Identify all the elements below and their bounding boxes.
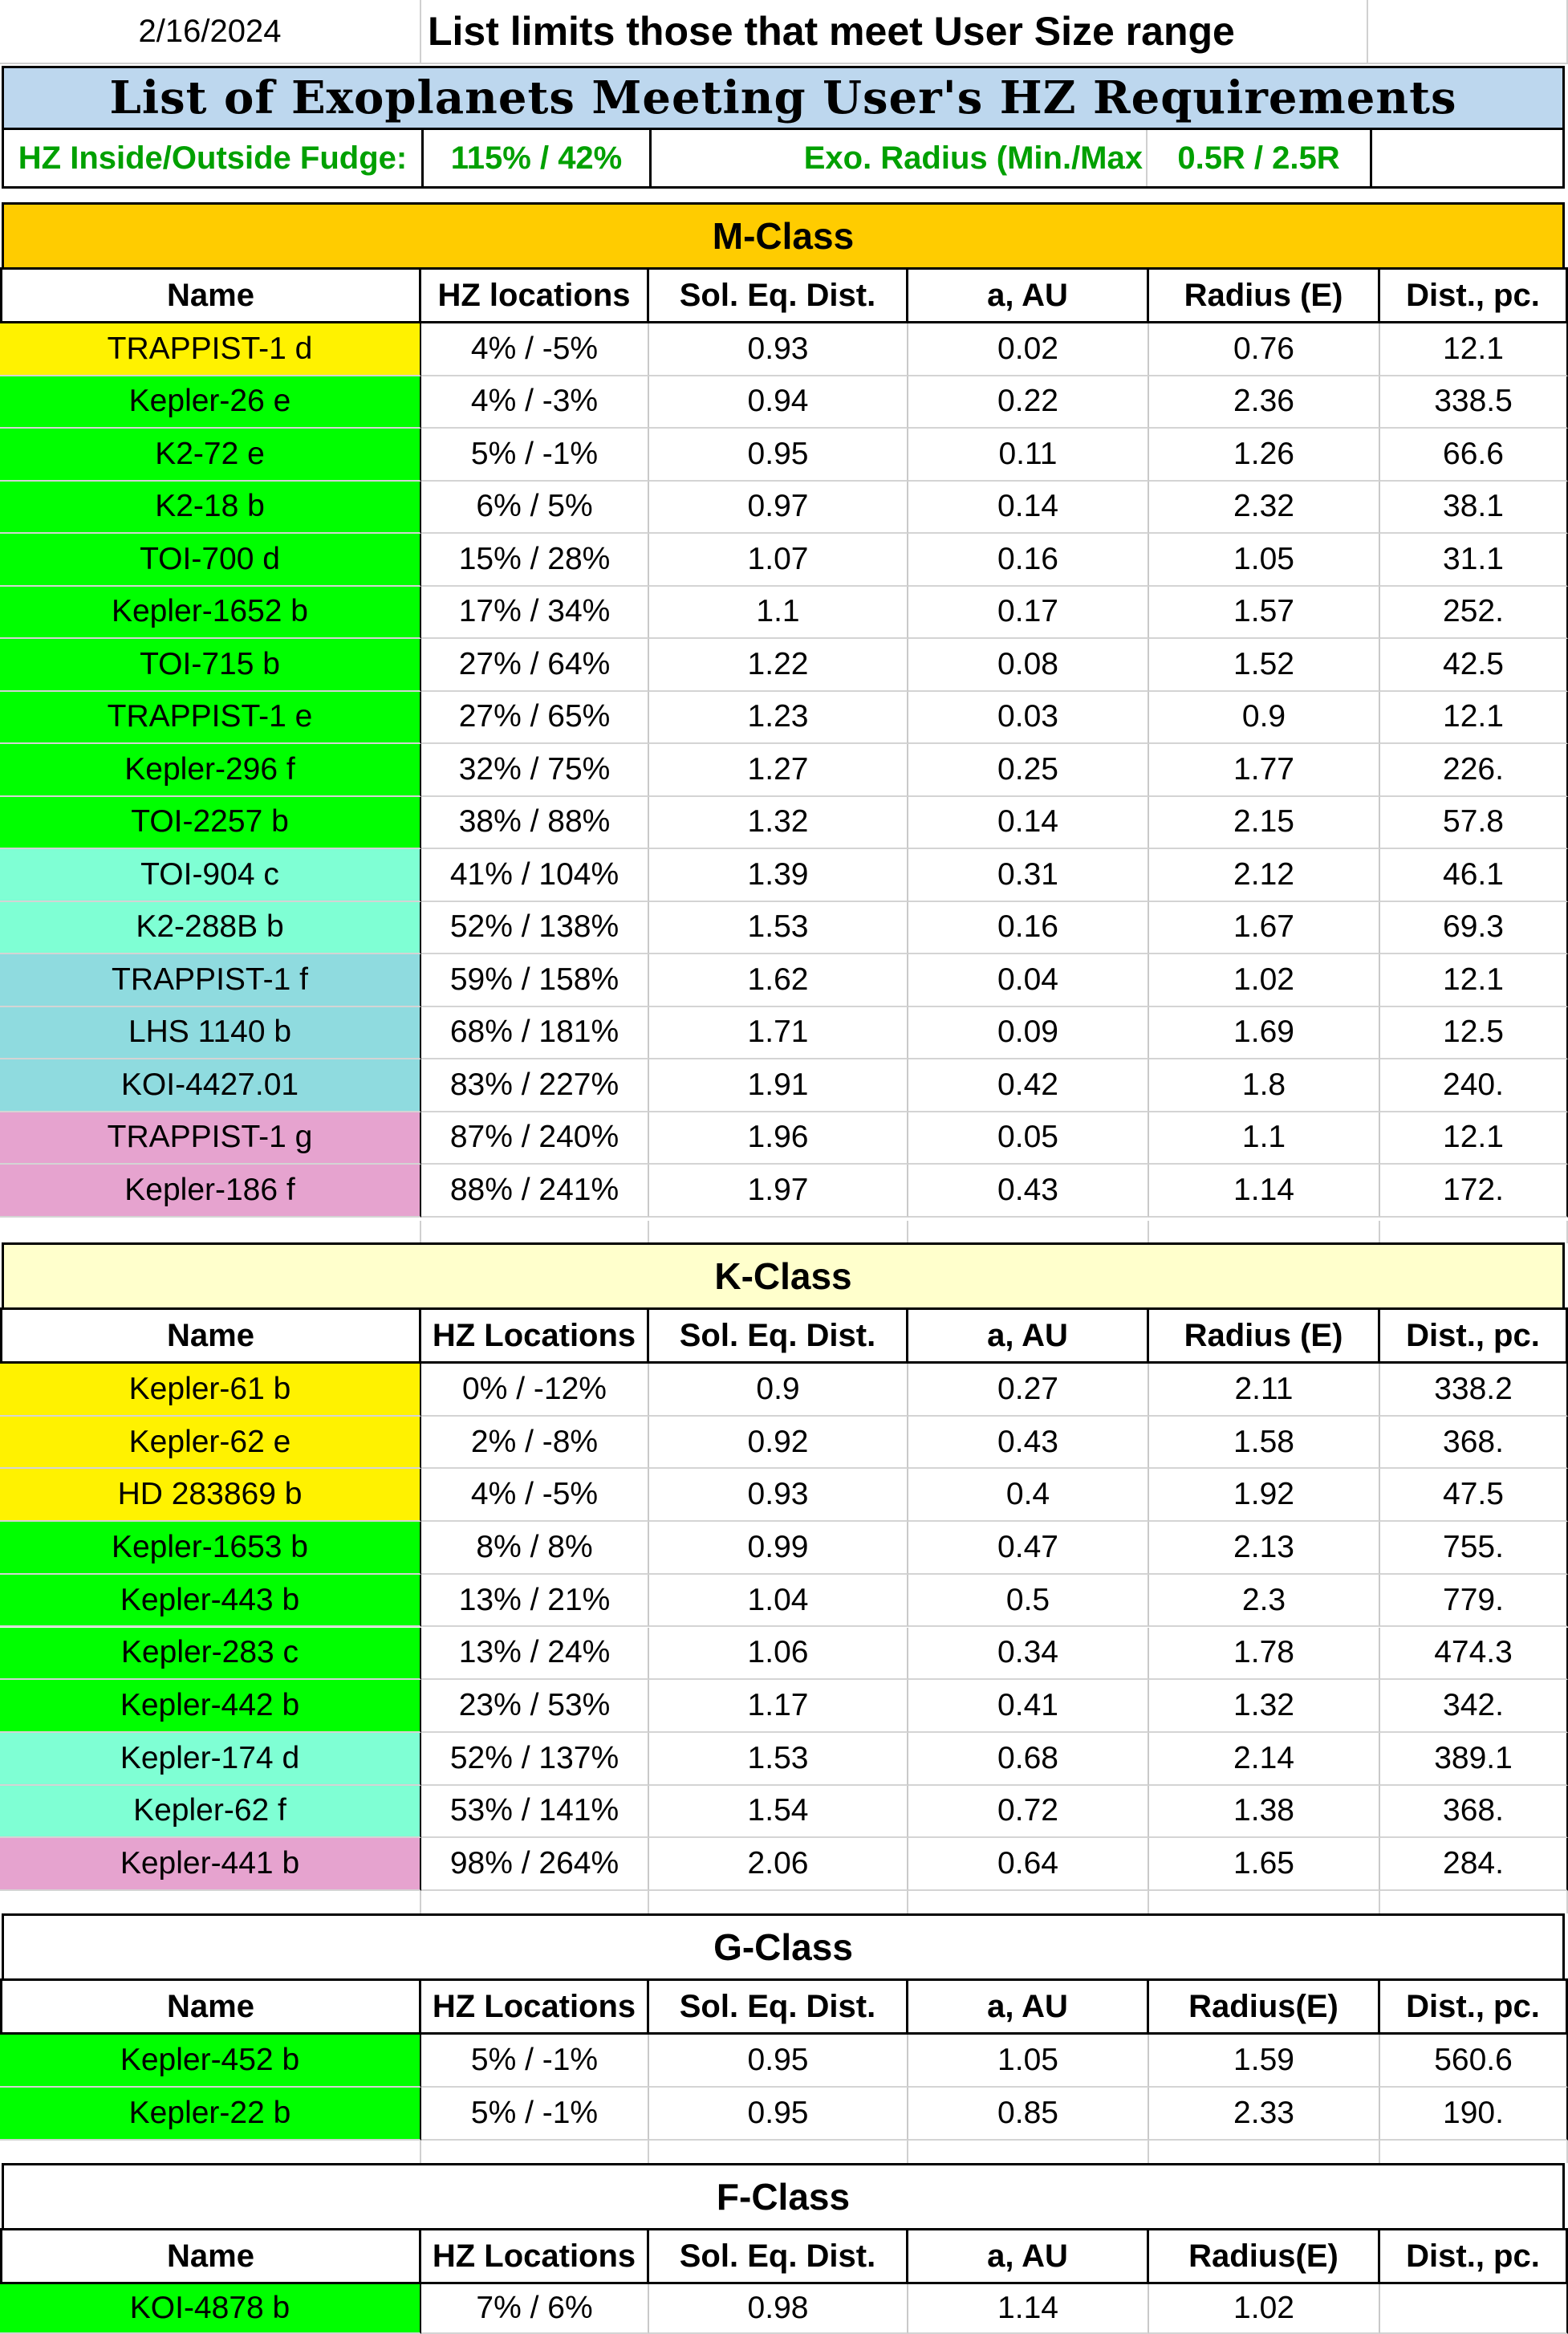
table-row <box>0 1522 1568 1575</box>
planet-radius-cell[interactable]: 1.1 <box>1149 1112 1380 1165</box>
radius-label[interactable]: Exo. Radius (Min./Max <box>652 130 1148 186</box>
hz-location-cell[interactable]: 38% / 88% <box>421 797 649 850</box>
empty-cell[interactable] <box>1372 130 1562 186</box>
semi-major-axis-cell[interactable]: 0.25 <box>908 744 1149 797</box>
planet-radius-cell[interactable]: 1.65 <box>1149 1838 1380 1891</box>
distance-pc-cell[interactable]: 389.1 <box>1380 1733 1568 1786</box>
column-header-name[interactable]: Name <box>0 267 421 323</box>
k-class-column-headers <box>0 1307 1568 1364</box>
column-header-distance[interactable]: Dist., pc. <box>1380 2228 1568 2284</box>
planet-radius-cell[interactable]: 1.26 <box>1149 429 1380 482</box>
column-header-radius[interactable]: Radius(E) <box>1149 1978 1380 2035</box>
sol-eq-dist-cell[interactable]: 1.39 <box>649 849 908 902</box>
distance-pc-cell[interactable]: 252. <box>1380 587 1568 640</box>
hz-location-cell[interactable]: 23% / 53% <box>421 1680 649 1733</box>
planet-radius-cell[interactable]: 2.32 <box>1149 482 1380 535</box>
hz-location-cell[interactable]: 5% / -1% <box>421 2088 649 2141</box>
planet-radius-cell[interactable]: 1.59 <box>1149 2035 1380 2088</box>
sol-eq-dist-cell[interactable]: 1.1 <box>649 587 908 640</box>
planet-name-cell[interactable]: Kepler-441 b <box>0 1838 421 1891</box>
table-row <box>0 376 1568 429</box>
table-row <box>0 534 1568 587</box>
sol-eq-dist-cell[interactable]: 1.97 <box>649 1165 908 1218</box>
semi-major-axis-cell[interactable]: 0.47 <box>908 1522 1149 1575</box>
distance-pc-cell[interactable]: 342. <box>1380 1680 1568 1733</box>
sol-eq-dist-cell[interactable]: 0.9 <box>649 1364 908 1417</box>
semi-major-axis-cell[interactable]: 0.17 <box>908 587 1149 640</box>
hz-location-cell[interactable]: 83% / 227% <box>421 1059 649 1112</box>
planet-name-cell[interactable]: K2-72 e <box>0 429 421 482</box>
table-row <box>0 1680 1568 1733</box>
planet-radius-cell[interactable]: 2.12 <box>1149 849 1380 902</box>
distance-pc-cell[interactable]: 42.5 <box>1380 639 1568 692</box>
distance-pc-cell[interactable]: 69.3 <box>1380 902 1568 955</box>
hz-location-cell[interactable]: 13% / 21% <box>421 1575 649 1628</box>
planet-radius-cell[interactable]: 1.32 <box>1149 1680 1380 1733</box>
planet-name-cell[interactable]: TOI-2257 b <box>0 797 421 850</box>
planet-radius-cell[interactable]: 1.38 <box>1149 1786 1380 1839</box>
hz-location-cell[interactable]: 15% / 28% <box>421 534 649 587</box>
column-header-radius[interactable]: Radius (E) <box>1149 267 1380 323</box>
column-header-a-au[interactable]: a, AU <box>908 2228 1149 2284</box>
table-row <box>0 1165 1568 1218</box>
table-row <box>0 482 1568 535</box>
semi-major-axis-cell[interactable]: 0.05 <box>908 1112 1149 1165</box>
distance-pc-cell[interactable]: 338.5 <box>1380 376 1568 429</box>
semi-major-axis-cell[interactable]: 0.14 <box>908 797 1149 850</box>
planet-name-cell[interactable]: Kepler-186 f <box>0 1165 421 1218</box>
sol-eq-dist-cell[interactable]: 1.53 <box>649 1733 908 1786</box>
sol-eq-dist-cell[interactable]: 1.04 <box>649 1575 908 1628</box>
distance-pc-cell[interactable]: 12.1 <box>1380 954 1568 1007</box>
sol-eq-dist-cell[interactable]: 1.96 <box>649 1112 908 1165</box>
hz-location-cell[interactable]: 4% / -5% <box>421 1469 649 1522</box>
planet-radius-cell[interactable]: 1.58 <box>1149 1417 1380 1470</box>
hz-location-cell[interactable]: 52% / 138% <box>421 902 649 955</box>
planet-name-cell[interactable]: Kepler-296 f <box>0 744 421 797</box>
planet-radius-cell[interactable]: 1.77 <box>1149 744 1380 797</box>
sol-eq-dist-cell[interactable]: 0.94 <box>649 376 908 429</box>
table-row <box>0 1733 1568 1786</box>
planet-radius-cell[interactable]: 1.78 <box>1149 1628 1380 1681</box>
hz-location-cell[interactable]: 5% / -1% <box>421 429 649 482</box>
column-header-hz[interactable]: HZ Locations <box>421 1978 649 2035</box>
planet-radius-cell[interactable]: 1.69 <box>1149 1007 1380 1060</box>
m-class-column-headers <box>0 267 1568 323</box>
planet-name-cell[interactable]: Kepler-174 d <box>0 1733 421 1786</box>
column-header-radius[interactable]: Radius (E) <box>1149 1307 1380 1364</box>
sol-eq-dist-cell[interactable]: 1.23 <box>649 692 908 745</box>
g-class-column-headers <box>0 1978 1568 2035</box>
hz-location-cell[interactable]: 13% / 24% <box>421 1628 649 1681</box>
semi-major-axis-cell[interactable]: 0.41 <box>908 1680 1149 1733</box>
column-header-name[interactable]: Name <box>0 1978 421 2035</box>
section-title-m-class[interactable]: M-Class <box>2 202 1565 270</box>
hz-location-cell[interactable]: 53% / 141% <box>421 1786 649 1839</box>
planet-radius-cell[interactable]: 2.33 <box>1149 2088 1380 2141</box>
semi-major-axis-cell[interactable]: 0.09 <box>908 1007 1149 1060</box>
sol-eq-dist-cell[interactable]: 1.53 <box>649 902 908 955</box>
semi-major-axis-cell[interactable]: 1.14 <box>908 2284 1149 2334</box>
hz-location-cell[interactable]: 32% / 75% <box>421 744 649 797</box>
column-header-a-au[interactable]: a, AU <box>908 267 1149 323</box>
planet-name-cell[interactable]: Kepler-283 c <box>0 1628 421 1681</box>
distance-pc-cell[interactable]: 368. <box>1380 1417 1568 1470</box>
f-class-column-headers <box>0 2228 1568 2284</box>
semi-major-axis-cell[interactable]: 0.14 <box>908 482 1149 535</box>
column-header-hz[interactable]: HZ locations <box>421 267 649 323</box>
table-row <box>0 1838 1568 1891</box>
planet-radius-cell[interactable]: 1.67 <box>1149 902 1380 955</box>
empty-cell[interactable] <box>1368 0 1568 63</box>
hz-location-cell[interactable]: 4% / -3% <box>421 376 649 429</box>
column-header-distance[interactable]: Dist., pc. <box>1380 1978 1568 2035</box>
distance-pc-cell[interactable] <box>1380 2284 1568 2334</box>
planet-radius-cell[interactable]: 1.92 <box>1149 1469 1380 1522</box>
planet-name-cell[interactable]: KOI-4878 b <box>0 2284 421 2334</box>
distance-pc-cell[interactable]: 12.5 <box>1380 1007 1568 1060</box>
planet-name-cell[interactable]: Kepler-61 b <box>0 1364 421 1417</box>
distance-pc-cell[interactable]: 338.2 <box>1380 1364 1568 1417</box>
distance-pc-cell[interactable]: 560.6 <box>1380 2035 1568 2088</box>
planet-name-cell[interactable]: K2-18 b <box>0 482 421 535</box>
sol-eq-dist-cell[interactable]: 0.95 <box>649 2088 908 2141</box>
column-header-sol-eq-dist[interactable]: Sol. Eq. Dist. <box>649 267 908 323</box>
planet-radius-cell[interactable]: 2.36 <box>1149 376 1380 429</box>
spacer-row <box>0 2141 1568 2163</box>
semi-major-axis-cell[interactable]: 0.34 <box>908 1628 1149 1681</box>
hz-location-cell[interactable]: 59% / 158% <box>421 954 649 1007</box>
distance-pc-cell[interactable]: 66.6 <box>1380 429 1568 482</box>
title-row <box>2 66 1565 130</box>
semi-major-axis-cell[interactable]: 0.16 <box>908 902 1149 955</box>
column-header-distance[interactable]: Dist., pc. <box>1380 1307 1568 1364</box>
sol-eq-dist-cell[interactable]: 1.27 <box>649 744 908 797</box>
planet-name-cell[interactable]: LHS 1140 b <box>0 1007 421 1060</box>
semi-major-axis-cell[interactable]: 0.64 <box>908 1838 1149 1891</box>
semi-major-axis-cell[interactable]: 0.31 <box>908 849 1149 902</box>
semi-major-axis-cell[interactable]: 0.43 <box>908 1165 1149 1218</box>
distance-pc-cell[interactable]: 46.1 <box>1380 849 1568 902</box>
table-row <box>0 1628 1568 1681</box>
column-header-sol-eq-dist[interactable]: Sol. Eq. Dist. <box>649 1978 908 2035</box>
distance-pc-cell[interactable]: 38.1 <box>1380 482 1568 535</box>
planet-radius-cell[interactable]: 1.02 <box>1149 2284 1380 2334</box>
semi-major-axis-cell[interactable]: 0.85 <box>908 2088 1149 2141</box>
planet-name-cell[interactable]: Kepler-22 b <box>0 2088 421 2141</box>
planet-radius-cell[interactable]: 2.3 <box>1149 1575 1380 1628</box>
planet-radius-cell[interactable]: 1.05 <box>1149 534 1380 587</box>
planet-name-cell[interactable]: TRAPPIST-1 d <box>0 323 421 376</box>
distance-pc-cell[interactable]: 12.1 <box>1380 692 1568 745</box>
section-title-g-class[interactable]: G-Class <box>2 1913 1565 1981</box>
distance-pc-cell[interactable]: 57.8 <box>1380 797 1568 850</box>
semi-major-axis-cell[interactable]: 0.72 <box>908 1786 1149 1839</box>
section-title-k-class[interactable]: K-Class <box>2 1242 1565 1310</box>
spacer-row <box>0 1221 1568 1243</box>
planet-name-cell[interactable]: Kepler-62 e <box>0 1417 421 1470</box>
size-range-note[interactable]: List limits those that meet User Size range <box>421 0 1368 63</box>
distance-pc-cell[interactable]: 190. <box>1380 2088 1568 2141</box>
planet-name-cell[interactable]: TRAPPIST-1 e <box>0 692 421 745</box>
semi-major-axis-cell[interactable]: 0.22 <box>908 376 1149 429</box>
table-row <box>0 587 1568 640</box>
fudge-label[interactable]: HZ Inside/Outside Fudge: <box>4 130 424 186</box>
table-row <box>0 1417 1568 1470</box>
date-cell[interactable]: 2/16/2024 <box>0 0 421 63</box>
hz-location-cell[interactable]: 27% / 64% <box>421 639 649 692</box>
parameters-row <box>2 130 1565 189</box>
sol-eq-dist-cell[interactable]: 0.95 <box>649 429 908 482</box>
sol-eq-dist-cell[interactable]: 0.97 <box>649 482 908 535</box>
semi-major-axis-cell[interactable]: 0.08 <box>908 639 1149 692</box>
semi-major-axis-cell[interactable]: 0.43 <box>908 1417 1149 1470</box>
hz-location-cell[interactable]: 88% / 241% <box>421 1165 649 1218</box>
distance-pc-cell[interactable]: 779. <box>1380 1575 1568 1628</box>
hz-location-cell[interactable]: 6% / 5% <box>421 482 649 535</box>
planet-radius-cell[interactable]: 1.52 <box>1149 639 1380 692</box>
table-row <box>0 1575 1568 1628</box>
semi-major-axis-cell[interactable]: 0.02 <box>908 323 1149 376</box>
planet-name-cell[interactable]: TOI-700 d <box>0 534 421 587</box>
sol-eq-dist-cell[interactable]: 0.95 <box>649 2035 908 2088</box>
semi-major-axis-cell[interactable]: 0.42 <box>908 1059 1149 1112</box>
semi-major-axis-cell[interactable]: 0.03 <box>908 692 1149 745</box>
hz-location-cell[interactable]: 98% / 264% <box>421 1838 649 1891</box>
table-row <box>0 849 1568 902</box>
sol-eq-dist-cell[interactable]: 1.32 <box>649 797 908 850</box>
planet-radius-cell[interactable]: 0.9 <box>1149 692 1380 745</box>
table-row <box>0 323 1568 376</box>
planet-radius-cell[interactable]: 0.76 <box>1149 323 1380 376</box>
planet-radius-cell[interactable]: 1.02 <box>1149 954 1380 1007</box>
table-row <box>0 1112 1568 1165</box>
table-row <box>0 954 1568 1007</box>
sol-eq-dist-cell[interactable]: 2.06 <box>649 1838 908 1891</box>
header-row <box>0 0 1568 64</box>
hz-location-cell[interactable]: 41% / 104% <box>421 849 649 902</box>
sol-eq-dist-cell[interactable]: 1.71 <box>649 1007 908 1060</box>
semi-major-axis-cell[interactable]: 0.11 <box>908 429 1149 482</box>
column-header-hz[interactable]: HZ Locations <box>421 1307 649 1364</box>
distance-pc-cell[interactable]: 284. <box>1380 1838 1568 1891</box>
table-row <box>0 1364 1568 1417</box>
column-header-a-au[interactable]: a, AU <box>908 1978 1149 2035</box>
distance-pc-cell[interactable]: 47.5 <box>1380 1469 1568 1522</box>
planet-radius-cell[interactable]: 1.8 <box>1149 1059 1380 1112</box>
column-header-hz[interactable]: HZ Locations <box>421 2228 649 2284</box>
table-row <box>0 429 1568 482</box>
sol-eq-dist-cell[interactable]: 0.93 <box>649 1469 908 1522</box>
semi-major-axis-cell[interactable]: 0.4 <box>908 1469 1149 1522</box>
column-header-sol-eq-dist[interactable]: Sol. Eq. Dist. <box>649 1307 908 1364</box>
hz-location-cell[interactable]: 7% / 6% <box>421 2284 649 2334</box>
table-row <box>0 902 1568 955</box>
table-row <box>0 2035 1568 2088</box>
hz-location-cell[interactable]: 5% / -1% <box>421 2035 649 2088</box>
planet-radius-cell[interactable]: 2.13 <box>1149 1522 1380 1575</box>
table-row <box>0 797 1568 850</box>
hz-location-cell[interactable]: 52% / 137% <box>421 1733 649 1786</box>
table-row <box>0 1007 1568 1060</box>
sol-eq-dist-cell[interactable]: 1.17 <box>649 1680 908 1733</box>
sol-eq-dist-cell[interactable]: 1.62 <box>649 954 908 1007</box>
planet-name-cell[interactable]: Kepler-452 b <box>0 2035 421 2088</box>
section-title-f-class[interactable]: F-Class <box>2 2163 1565 2230</box>
planet-radius-cell[interactable]: 2.11 <box>1149 1364 1380 1417</box>
distance-pc-cell[interactable]: 172. <box>1380 1165 1568 1218</box>
semi-major-axis-cell[interactable]: 0.68 <box>908 1733 1149 1786</box>
hz-location-cell[interactable]: 2% / -8% <box>421 1417 649 1470</box>
distance-pc-cell[interactable]: 755. <box>1380 1522 1568 1575</box>
table-row <box>0 2088 1568 2141</box>
hz-location-cell[interactable]: 68% / 181% <box>421 1007 649 1060</box>
semi-major-axis-cell[interactable]: 0.16 <box>908 534 1149 587</box>
distance-pc-cell[interactable]: 12.1 <box>1380 323 1568 376</box>
table-row <box>0 1786 1568 1839</box>
sol-eq-dist-cell[interactable]: 1.06 <box>649 1628 908 1681</box>
page-title[interactable]: List of Exoplanets Meeting User's HZ Requirements <box>109 71 1457 124</box>
planet-name-cell[interactable]: TRAPPIST-1 g <box>0 1112 421 1165</box>
semi-major-axis-cell[interactable]: 1.05 <box>908 2035 1149 2088</box>
sol-eq-dist-cell[interactable]: 0.93 <box>649 323 908 376</box>
planet-name-cell[interactable]: HD 283869 b <box>0 1469 421 1522</box>
table-row <box>0 2284 1568 2334</box>
sol-eq-dist-cell[interactable]: 1.91 <box>649 1059 908 1112</box>
table-row <box>0 1469 1568 1522</box>
spacer-row <box>0 191 1568 201</box>
semi-major-axis-cell[interactable]: 0.5 <box>908 1575 1149 1628</box>
hz-location-cell[interactable]: 17% / 34% <box>421 587 649 640</box>
distance-pc-cell[interactable]: 240. <box>1380 1059 1568 1112</box>
hz-location-cell[interactable]: 0% / -12% <box>421 1364 649 1417</box>
column-header-distance[interactable]: Dist., pc. <box>1380 267 1568 323</box>
planet-name-cell[interactable]: TOI-904 c <box>0 849 421 902</box>
table-row <box>0 639 1568 692</box>
planet-radius-cell[interactable]: 2.15 <box>1149 797 1380 850</box>
planet-name-cell[interactable]: K2-288B b <box>0 902 421 955</box>
column-header-radius[interactable]: Radius(E) <box>1149 2228 1380 2284</box>
fudge-value[interactable]: 115% / 42% <box>424 130 652 186</box>
planet-name-cell[interactable]: Kepler-26 e <box>0 376 421 429</box>
planet-radius-cell[interactable]: 1.14 <box>1149 1165 1380 1218</box>
planet-radius-cell[interactable]: 1.57 <box>1149 587 1380 640</box>
semi-major-axis-cell[interactable]: 0.27 <box>908 1364 1149 1417</box>
column-header-sol-eq-dist[interactable]: Sol. Eq. Dist. <box>649 2228 908 2284</box>
table-row <box>0 1059 1568 1112</box>
distance-pc-cell[interactable]: 31.1 <box>1380 534 1568 587</box>
planet-name-cell[interactable]: Kepler-443 b <box>0 1575 421 1628</box>
column-header-name[interactable]: Name <box>0 1307 421 1364</box>
spacer-row <box>0 1891 1568 1913</box>
semi-major-axis-cell[interactable]: 0.04 <box>908 954 1149 1007</box>
distance-pc-cell[interactable]: 368. <box>1380 1786 1568 1839</box>
column-header-a-au[interactable]: a, AU <box>908 1307 1149 1364</box>
sol-eq-dist-cell[interactable]: 0.92 <box>649 1417 908 1470</box>
radius-value[interactable]: 0.5R / 2.5R <box>1148 130 1372 186</box>
sol-eq-dist-cell[interactable]: 1.54 <box>649 1786 908 1839</box>
planet-radius-cell[interactable]: 2.14 <box>1149 1733 1380 1786</box>
hz-location-cell[interactable]: 8% / 8% <box>421 1522 649 1575</box>
column-header-name[interactable]: Name <box>0 2228 421 2284</box>
distance-pc-cell[interactable]: 474.3 <box>1380 1628 1568 1681</box>
distance-pc-cell[interactable]: 12.1 <box>1380 1112 1568 1165</box>
sol-eq-dist-cell[interactable]: 0.99 <box>649 1522 908 1575</box>
table-row <box>0 744 1568 797</box>
hz-location-cell[interactable]: 4% / -5% <box>421 323 649 376</box>
planet-name-cell[interactable]: TOI-715 b <box>0 639 421 692</box>
planet-name-cell[interactable]: KOI-4427.01 <box>0 1059 421 1112</box>
hz-location-cell[interactable]: 27% / 65% <box>421 692 649 745</box>
distance-pc-cell[interactable]: 226. <box>1380 744 1568 797</box>
planet-name-cell[interactable]: Kepler-1653 b <box>0 1522 421 1575</box>
sol-eq-dist-cell[interactable]: 0.98 <box>649 2284 908 2334</box>
sol-eq-dist-cell[interactable]: 1.22 <box>649 639 908 692</box>
planet-name-cell[interactable]: Kepler-1652 b <box>0 587 421 640</box>
planet-name-cell[interactable]: Kepler-442 b <box>0 1680 421 1733</box>
hz-location-cell[interactable]: 87% / 240% <box>421 1112 649 1165</box>
sol-eq-dist-cell[interactable]: 1.07 <box>649 534 908 587</box>
planet-name-cell[interactable]: TRAPPIST-1 f <box>0 954 421 1007</box>
table-row <box>0 692 1568 745</box>
planet-name-cell[interactable]: Kepler-62 f <box>0 1786 421 1839</box>
